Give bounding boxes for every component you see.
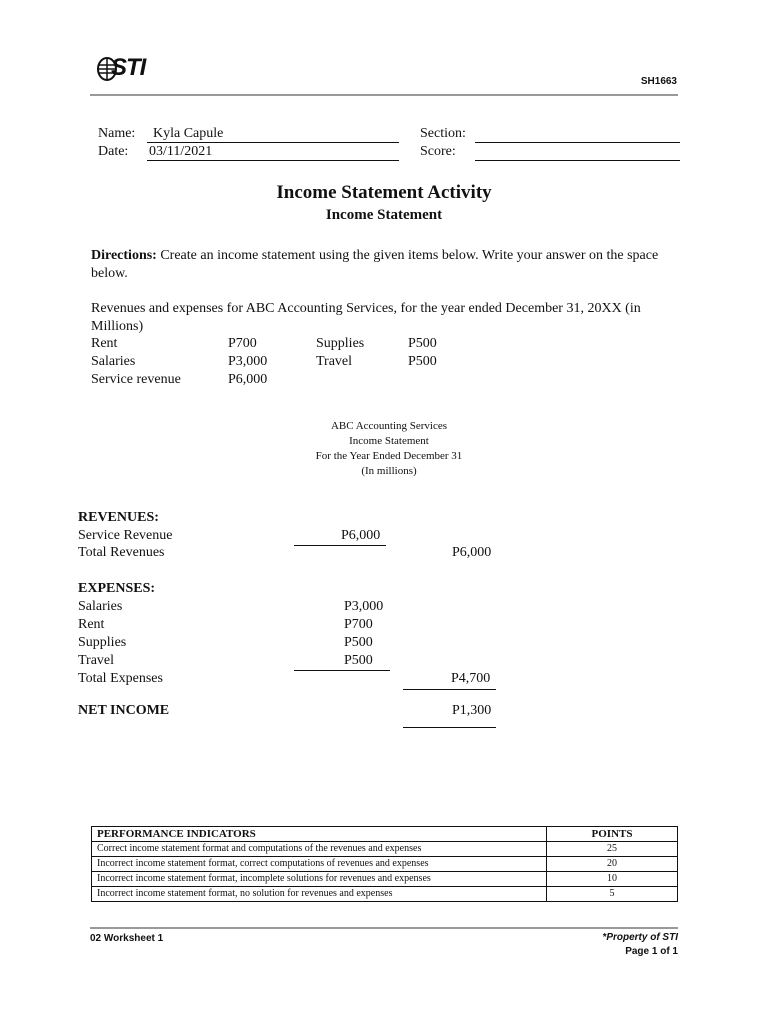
- date-underline: [147, 160, 399, 161]
- given-item-name: Travel: [316, 354, 353, 369]
- logo-text: STI: [111, 54, 146, 81]
- given-item-value: P6,000: [228, 372, 268, 387]
- table-row: [92, 872, 678, 887]
- given-intro: Revenues and expenses for ABC Accounting Services, for the year ended December 31, 20XX (in Millions): [91, 301, 641, 334]
- directions-label: Directions:: [91, 248, 157, 263]
- statement-name: Income Statement: [349, 435, 429, 447]
- given-item-name: Service revenue: [91, 372, 181, 387]
- table-row: [92, 842, 678, 857]
- points-cell: 25: [547, 842, 678, 857]
- expense-label: Salaries: [78, 599, 123, 614]
- given-item-value: P500: [408, 336, 437, 351]
- name-value[interactable]: Kyla Capule: [153, 126, 224, 141]
- given-item-value: P500: [408, 354, 437, 369]
- given-item-value: P3,000: [228, 354, 268, 369]
- date-value[interactable]: 03/11/2021: [149, 144, 213, 159]
- total-expenses-label: Total Expenses: [78, 671, 163, 686]
- points-cell: 20: [547, 857, 678, 872]
- given-item-name: Rent: [91, 336, 118, 351]
- net-income-label: NET INCOME: [78, 703, 170, 718]
- directions: [91, 247, 681, 283]
- sti-logo: [97, 54, 157, 84]
- expense-value: P700: [344, 617, 373, 632]
- section-label: Section:: [420, 126, 466, 141]
- score-label: Score:: [420, 144, 456, 159]
- points-cell: 10: [547, 872, 678, 887]
- points-cell: 5: [547, 887, 678, 902]
- statement-company: ABC Accounting Services: [330, 420, 448, 432]
- indicator-cell: Incorrect income statement format, correct computations of revenues and expenses: [92, 857, 547, 872]
- expense-label: Rent: [78, 617, 105, 632]
- expense-value: P3,000: [344, 599, 384, 614]
- statement-unit: (In millions): [361, 465, 417, 477]
- date-label: Date:: [98, 144, 129, 159]
- given-item-name: Salaries: [91, 354, 136, 369]
- expense-label: Supplies: [78, 635, 127, 650]
- score-underline: [475, 160, 680, 161]
- indicator-cell: Correct income statement format and computations of the revenues and expenses: [92, 842, 547, 857]
- name-underline: [147, 142, 399, 143]
- total-expenses-value: P4,700: [451, 671, 491, 686]
- table-row: [92, 887, 678, 902]
- name-label: Name:: [98, 126, 136, 141]
- footer-divider: [90, 927, 678, 929]
- expense-value: P500: [344, 635, 373, 650]
- total-expenses-underline: [403, 689, 496, 690]
- revenue-underline: [294, 545, 386, 546]
- footer-property: *Property of STI: [602, 932, 678, 943]
- table-row: [92, 857, 678, 872]
- net-income-value: P1,300: [452, 703, 492, 718]
- indicators-header: PERFORMANCE INDICATORS: [92, 827, 547, 842]
- points-header: POINTS: [547, 827, 678, 842]
- expense-label: Travel: [78, 653, 115, 668]
- statement-period: For the Year Ended December 31: [315, 450, 463, 462]
- directions-text: Create an income statement using the given items below. Write your answer on the space below.: [91, 248, 659, 281]
- table-header-row: [92, 827, 678, 842]
- header-divider: [90, 94, 678, 96]
- given-item-value: P700: [228, 336, 257, 351]
- service-revenue-label: Service Revenue: [78, 528, 173, 543]
- total-revenues-label: Total Revenues: [78, 545, 165, 560]
- total-revenues-value: P6,000: [452, 545, 492, 560]
- footer-page-number: Page 1 of 1: [625, 946, 678, 957]
- expenses-underline: [294, 670, 390, 671]
- document-code: SH1663: [640, 76, 677, 87]
- section-underline: [475, 142, 680, 143]
- page-title: Income Statement Activity: [276, 182, 492, 203]
- performance-table: [91, 826, 678, 902]
- indicator-cell: Incorrect income statement format, incomplete solutions for revenues and expenses: [92, 872, 547, 887]
- service-revenue-value: P6,000: [341, 528, 381, 543]
- revenues-heading: REVENUES:: [78, 510, 159, 525]
- page-subtitle: Income Statement: [325, 207, 443, 223]
- expense-value: P500: [344, 653, 373, 668]
- footer-worksheet: 02 Worksheet 1: [90, 933, 164, 944]
- indicator-cell: Incorrect income statement format, no solution for revenues and expenses: [92, 887, 547, 902]
- given-item-name: Supplies: [316, 336, 365, 351]
- net-income-underline: [403, 727, 496, 728]
- expenses-heading: EXPENSES:: [78, 581, 156, 596]
